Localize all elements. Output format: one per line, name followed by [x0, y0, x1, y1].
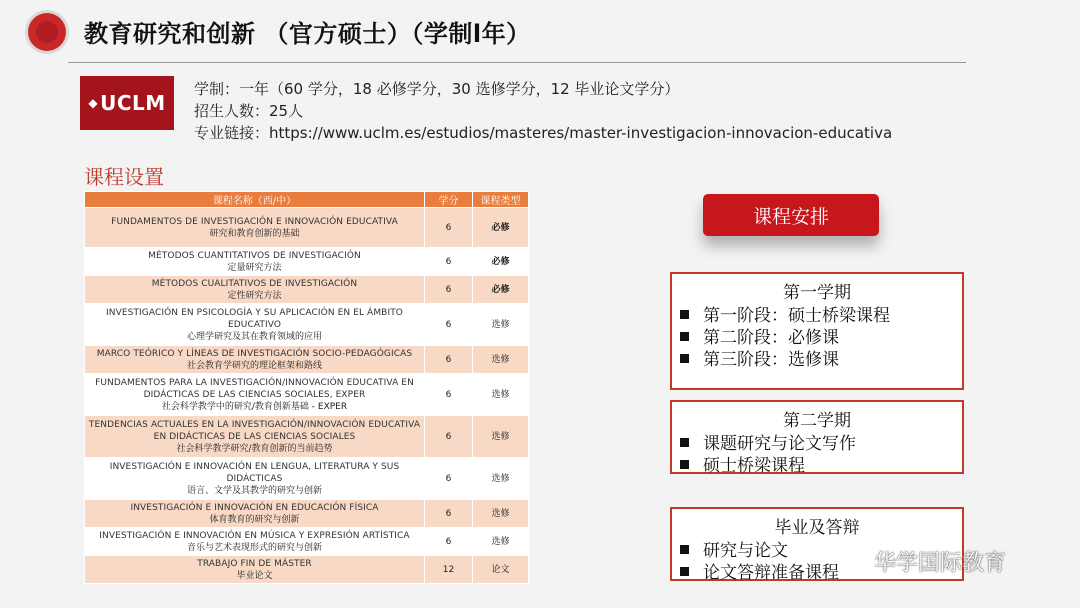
course-credit: 6: [425, 276, 473, 304]
course-type: 选修: [473, 528, 529, 556]
table-row: [85, 248, 529, 276]
list-item-label: 第三阶段：选修课: [703, 350, 839, 370]
course-name-cell: [85, 528, 425, 556]
course-name-cn: 社会科学教学中的研究/教育创新基础 - EXPER: [161, 401, 348, 412]
list-item-label: 第一阶段：硕士桥梁课程: [703, 306, 890, 326]
course-type: 论文: [473, 556, 529, 584]
list-item: [680, 305, 962, 327]
course-name-cell: [85, 276, 425, 304]
title-divider: [68, 62, 966, 63]
course-credit: 6: [425, 248, 473, 276]
course-type: 选修: [473, 304, 529, 346]
table-row: [85, 458, 529, 500]
course-name-es: FUNDAMENTOS PARA LA INVESTIGACIÓN/INNOVACIÓN EDUCATIVA EN DIDÁCTICAS DE LAS CIENCIAS SOCIALES, EXPER: [95, 377, 414, 400]
info-link[interactable]: 专业链接：https://www.uclm.es/estudios/masteres/master-investigacion-innovacion-educativa: [194, 124, 893, 142]
table-row: [85, 500, 529, 528]
course-name-cell: [85, 556, 425, 584]
course-credit: 6: [425, 528, 473, 556]
course-credit: 6: [425, 500, 473, 528]
graduation-header: 毕业及答辩: [774, 518, 860, 538]
course-name-cell: [85, 458, 425, 500]
course-name-cn: 体育教育的研究与创新: [209, 514, 300, 525]
course-table: [84, 191, 529, 584]
list-item: [680, 455, 962, 477]
course-name-cn: 社会教育学研究的理论框架和路线: [186, 360, 322, 371]
course-credit: 6: [425, 304, 473, 346]
course-type: 选修: [473, 458, 529, 500]
schedule-button[interactable]: 课程安排: [703, 194, 879, 236]
list-item-label: 硕士桥梁课程: [703, 456, 805, 476]
square-bullet-icon: [680, 545, 689, 554]
course-name-cn: 研究和教育创新的基础: [209, 228, 300, 239]
course-name-cn: 语言、文学及其教学的研究与创新: [186, 485, 322, 496]
square-bullet-icon: [680, 567, 689, 576]
table-row: [85, 556, 529, 584]
course-name-es: MARCO TEÓRICO Y LÍNEAS DE INVESTIGACIÓN SOCIO-PEDAGÓGICAS: [96, 348, 413, 359]
semester1-header: 第一学期: [783, 283, 851, 303]
course-name-cell: [85, 248, 425, 276]
list-item: [680, 349, 962, 371]
course-type: 必修: [473, 208, 529, 248]
course-credit: 6: [425, 458, 473, 500]
table-row: [85, 304, 529, 346]
course-type: 选修: [473, 346, 529, 374]
course-name-es: FUNDAMENTOS DE INVESTIGACIÓN E INNOVACIÓN EDUCATIVA: [111, 216, 398, 227]
course-name-es: MÉTODOS CUALITATIVOS DE INVESTIGACIÓN: [151, 278, 358, 289]
list-item-label: 第二阶段：必修课: [703, 328, 839, 348]
square-bullet-icon: [680, 354, 689, 363]
table-row: [85, 416, 529, 458]
course-name-es: INVESTIGACIÓN E INNOVACIÓN EN LENGUA, LITERATURA Y SUS DIDÁCTICAS: [109, 461, 400, 484]
course-name-es: INVESTIGACIÓN EN PSICOLOGÍA Y SU APLICACIÓN EN EL ÁMBITO EDUCATIVO: [106, 307, 403, 330]
title-bullet-icon: [28, 13, 66, 51]
table-row: [85, 208, 529, 248]
course-name-cn: 毕业论文: [236, 570, 273, 581]
course-name-cell: [85, 208, 425, 248]
semester1-box: [670, 272, 964, 390]
course-type: 选修: [473, 374, 529, 416]
course-credit: 6: [425, 416, 473, 458]
logo-text: UCLM: [100, 91, 166, 115]
course-name-cell: [85, 346, 425, 374]
list-item: [680, 327, 962, 349]
course-name-es: MÉTODOS CUANTITATIVOS DE INVESTIGACIÓN: [148, 250, 361, 261]
course-type: 必修: [473, 248, 529, 276]
watermark-text: 华学国际教育: [874, 551, 1007, 576]
course-name-es: INVESTIGACIÓN E INNOVACIÓN EN MÚSICA Y EXPRESIÓN ARTÍSTICA: [99, 530, 410, 541]
course-name-cn: 社会科学教学研究/教育创新的当前趋势: [176, 443, 333, 454]
info-duration: 学制：一年（60 学分，18 必修学分，30 选修学分，12 毕业论文学分）: [194, 80, 680, 98]
course-type: 选修: [473, 416, 529, 458]
course-credit: 6: [425, 208, 473, 248]
course-name-cell: [85, 500, 425, 528]
col-header-name: 课程名称（西/中）: [85, 192, 425, 208]
col-header-credit: 学分: [425, 192, 473, 208]
table-row: [85, 528, 529, 556]
square-bullet-icon: [680, 332, 689, 341]
semester2-box: [670, 400, 964, 474]
course-credit: 6: [425, 374, 473, 416]
list-item-label: 课题研究与论文写作: [703, 434, 856, 454]
square-bullet-icon: [680, 310, 689, 319]
list-item-label: 论文答辩准备课程: [703, 563, 839, 583]
semester2-header: 第二学期: [783, 411, 851, 431]
course-name-cn: 心理学研究及其在教育领域的应用: [186, 331, 322, 342]
table-row: [85, 276, 529, 304]
col-header-type: 课程类型: [473, 192, 529, 208]
course-name-cn: 定量研究方法: [227, 262, 282, 273]
square-bullet-icon: [680, 460, 689, 469]
course-credit: 6: [425, 346, 473, 374]
watermark: [838, 546, 1006, 577]
course-credit: 12: [425, 556, 473, 584]
square-bullet-icon: [680, 438, 689, 447]
wechat-icon: [838, 551, 868, 573]
info-enrollment: 招生人数：25人: [194, 102, 304, 120]
course-name-es: INVESTIGACIÓN E INNOVACIÓN EN EDUCACIÓN FÍSICA: [130, 502, 379, 513]
uclm-logo: [80, 76, 174, 130]
course-type: 选修: [473, 500, 529, 528]
course-name-cell: [85, 304, 425, 346]
course-name-es: TENDENCIAS ACTUALES EN LA INVESTIGACIÓN/INNOVACIÓN EDUCATIVA EN DIDÁCTICAS DE LAS CIENCIAS SOCIALES: [88, 419, 421, 442]
course-type: 必修: [473, 276, 529, 304]
course-name-cn: 音乐与艺术表现形式的研究与创新: [186, 542, 322, 553]
table-row: [85, 374, 529, 416]
course-name-cell: [85, 374, 425, 416]
uclm-emblem-icon: ◆: [88, 96, 99, 110]
list-item: [680, 433, 962, 455]
list-item-label: 研究与论文: [703, 541, 788, 561]
course-name-cell: [85, 416, 425, 458]
course-name-cn: 定性研究方法: [227, 290, 282, 301]
section-title: 课程设置: [84, 165, 164, 189]
table-row: [85, 346, 529, 374]
course-name-es: TRABAJO FIN DE MÁSTER: [197, 558, 312, 569]
page-title: 教育研究和创新 （官方硕士）（学制l年）: [84, 20, 531, 48]
